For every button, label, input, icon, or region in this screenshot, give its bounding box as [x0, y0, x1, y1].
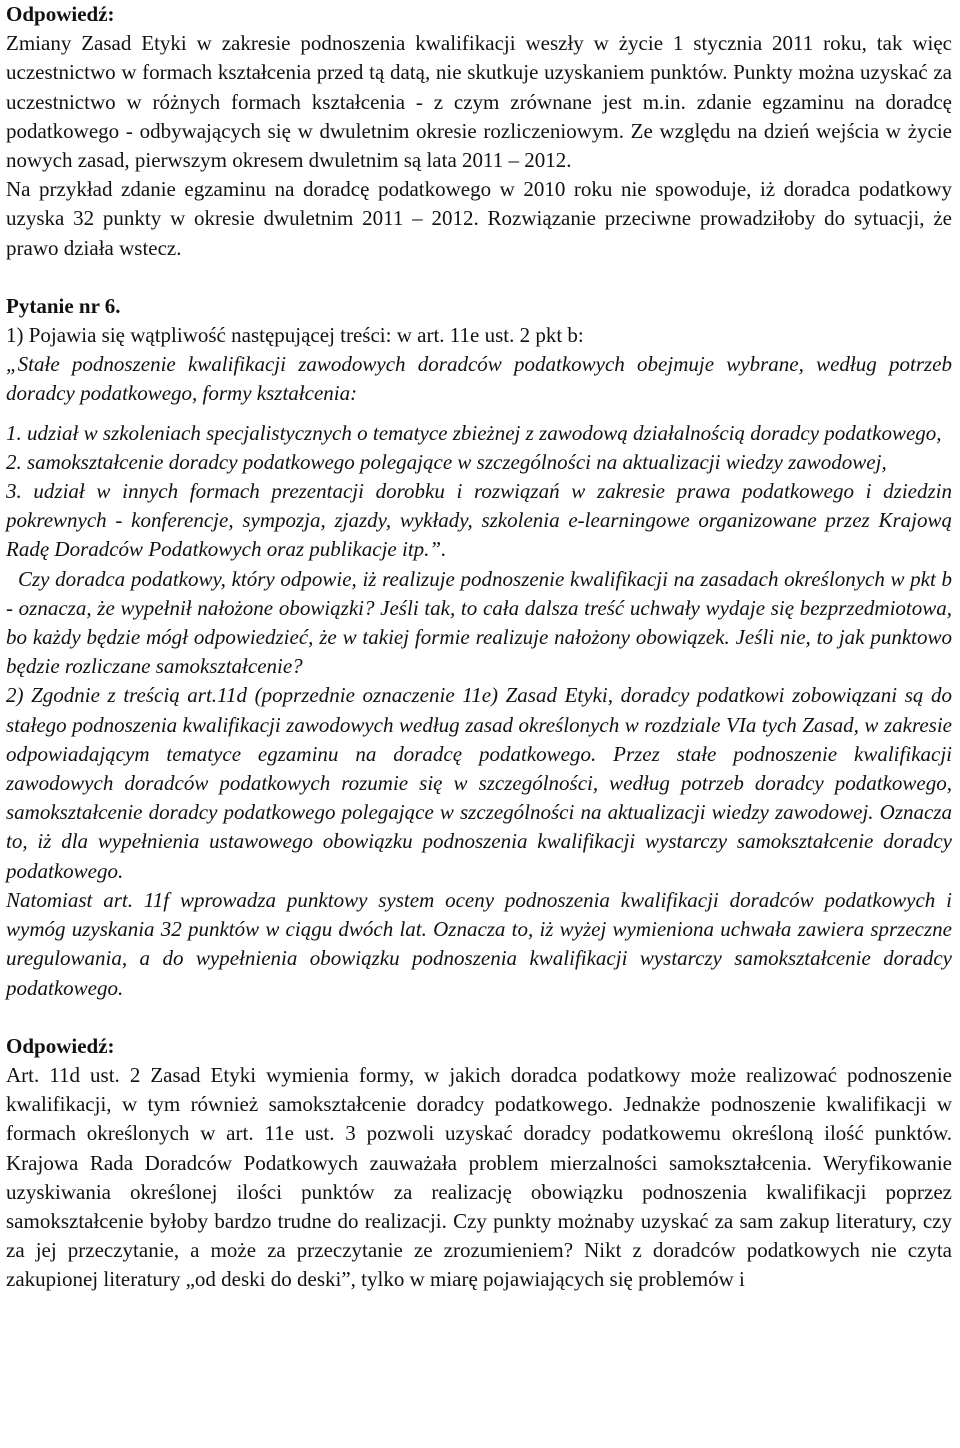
quote-list-item: 1. udział w szkoleniach specjalistycznych o tematyce zbieżnej z zawodową działalnością doradcy podatkowego,: [6, 420, 942, 445]
quote-list-item: 3. udział w innych formach prezentacji dorobku i rozwiązań w zakresie prawa podatkowego i dziedzin pokrewnych - konferencje, sympozja, zjazdy, wykłady, szkolenia e-learningowe organizowane przez Krajową Radę Doradców Podatkowych oraz publikacje itp.”.: [6, 479, 952, 562]
question-paragraph: Czy doradca podatkowy, który odpowie, iż realizuje podnoszenie kwalifikacji na zasadach określonych w pkt b - oznacza, że wypełnił nałożone obowiązki? Jeśli tak, to cała dalsza treść uchwały wydaje się bezprzedmiotowa, bo każdy będzie mógł odpowiedzieć, że w takiej formie realizuje nałożony obowiązek. Jeśli nie, to jak punktowo będzie rozliczane samokształcenie?: [6, 566, 952, 679]
answer-heading: Odpowiedź:: [6, 2, 115, 26]
answer-paragraph: Zmiany Zasad Etyki w zakresie podnoszenia kwalifikacji weszły w życie 1 stycznia 2011 roku, tak więc uczestnictwo w formach kształcenia przed tą datą, nie skutkuje uzyskaniem punktów. Punkty można uzyskać za uczestnictwo w różnych formach kształcenia - z czym zrównane jest m.in. zdanie egzaminu na doradcę podatkowego - odbywających się w dwuletnim okresie rozliczeniowym. Ze względu na dzień wejścia w życie nowych zasad, pierwszym okresem dwuletnim są lata 2011 – 2012.: [6, 31, 952, 173]
question-quote: „Stałe podnoszenie kwalifikacji zawodowych doradców podatkowych obejmuje wybrane, według potrzeb doradcy podatkowego, formy kształcenia:: [6, 352, 952, 406]
question-paragraph: Natomiast art. 11f wprowadza punktowy system oceny podnoszenia kwalifikacji doradców podatkowych i wymóg uzyskania 32 punktów w ciągu dwóch lat. Oznacza to, iż wyżej wymieniona uchwała zawiera sprzeczne uregulowania, a do wypełnienia obowiązku podnoszenia kwalifikacji wystarczy samokształcenie doradcy podatkowego.: [6, 887, 952, 1000]
answer-heading: Odpowiedź:: [6, 1033, 115, 1058]
question-heading: Pytanie nr 6.: [6, 293, 121, 318]
answer-paragraph: Art. 11d ust. 2 Zasad Etyki wymienia formy, w jakich doradca podatkowy może realizować podnoszenie kwalifikacji, w tym również samokształcenie doradcy podatkowego. Jednakże podnoszenie kwalifikacji w formach określonych w art. 11e ust. 3 pozwoli uzyskać doradcy podatkowemu określoną ilość punktów. Krajowa Rada Doradców Podatkowych zauważała problem mierzalności samokształcenia. Weryfikowanie uzyskiwania określonej ilości punktów za realizację obowiązku podnoszenia kwalifikacji poprzez samokształcenie byłoby bardzo trudne do realizacji. Czy punkty możnaby uzyskać za sam zakup literatury, czy za jej przeczytanie, a może za przeczytanie ze zrozumieniem? Nikt z doradców podatkowych nie czyta zakupionej literatury „od deski do deski”, tylko w miarę pojawiających się problemów i: [6, 1062, 952, 1292]
question-intro: 1) Pojawia się wątpliwość następującej treści: w art. 11e ust. 2 pkt b:: [6, 323, 584, 348]
quote-list-item: 2. samokształcenie doradcy podatkowego polegające w szczególności na aktualizacji wiedzy zawodowej,: [6, 449, 887, 474]
question-paragraph: 2) Zgodnie z treścią art.11d (poprzednie oznaczenie 11e) Zasad Etyki, doradcy podatkowi zobowiązani są do stałego podnoszenia kwalifikacji zawodowych według zasad określonych w rozdziale VIa tych Zasad, w zakresie odpowiadającym tematyce egzaminu na doradcę podatkowego. Przez stałe podnoszenie kwalifikacji zawodowych doradców podatkowych rozumie się w szczególności, według potrzeb doradcy podatkowego, samokształcenie doradcy podatkowego polegające w szczególności na aktualizacji wiedzy zawodowej. Oznacza to, iż dla wypełnienia ustawowego obowiązku podnoszenia kwalifikacji wystarczy samokształcenie doradcy podatkowego.: [6, 683, 952, 883]
document-page: [6, 0, 952, 1295]
answer-paragraph: Na przykład zdanie egzaminu na doradcę podatkowego w 2010 roku nie spowoduje, iż doradca podatkowy uzyska 32 punkty w okresie dwuletnim 2011 – 2012. Rozwiązanie przeciwne prowadziłoby do sytuacji, że prawo działa wstecz.: [6, 177, 952, 260]
